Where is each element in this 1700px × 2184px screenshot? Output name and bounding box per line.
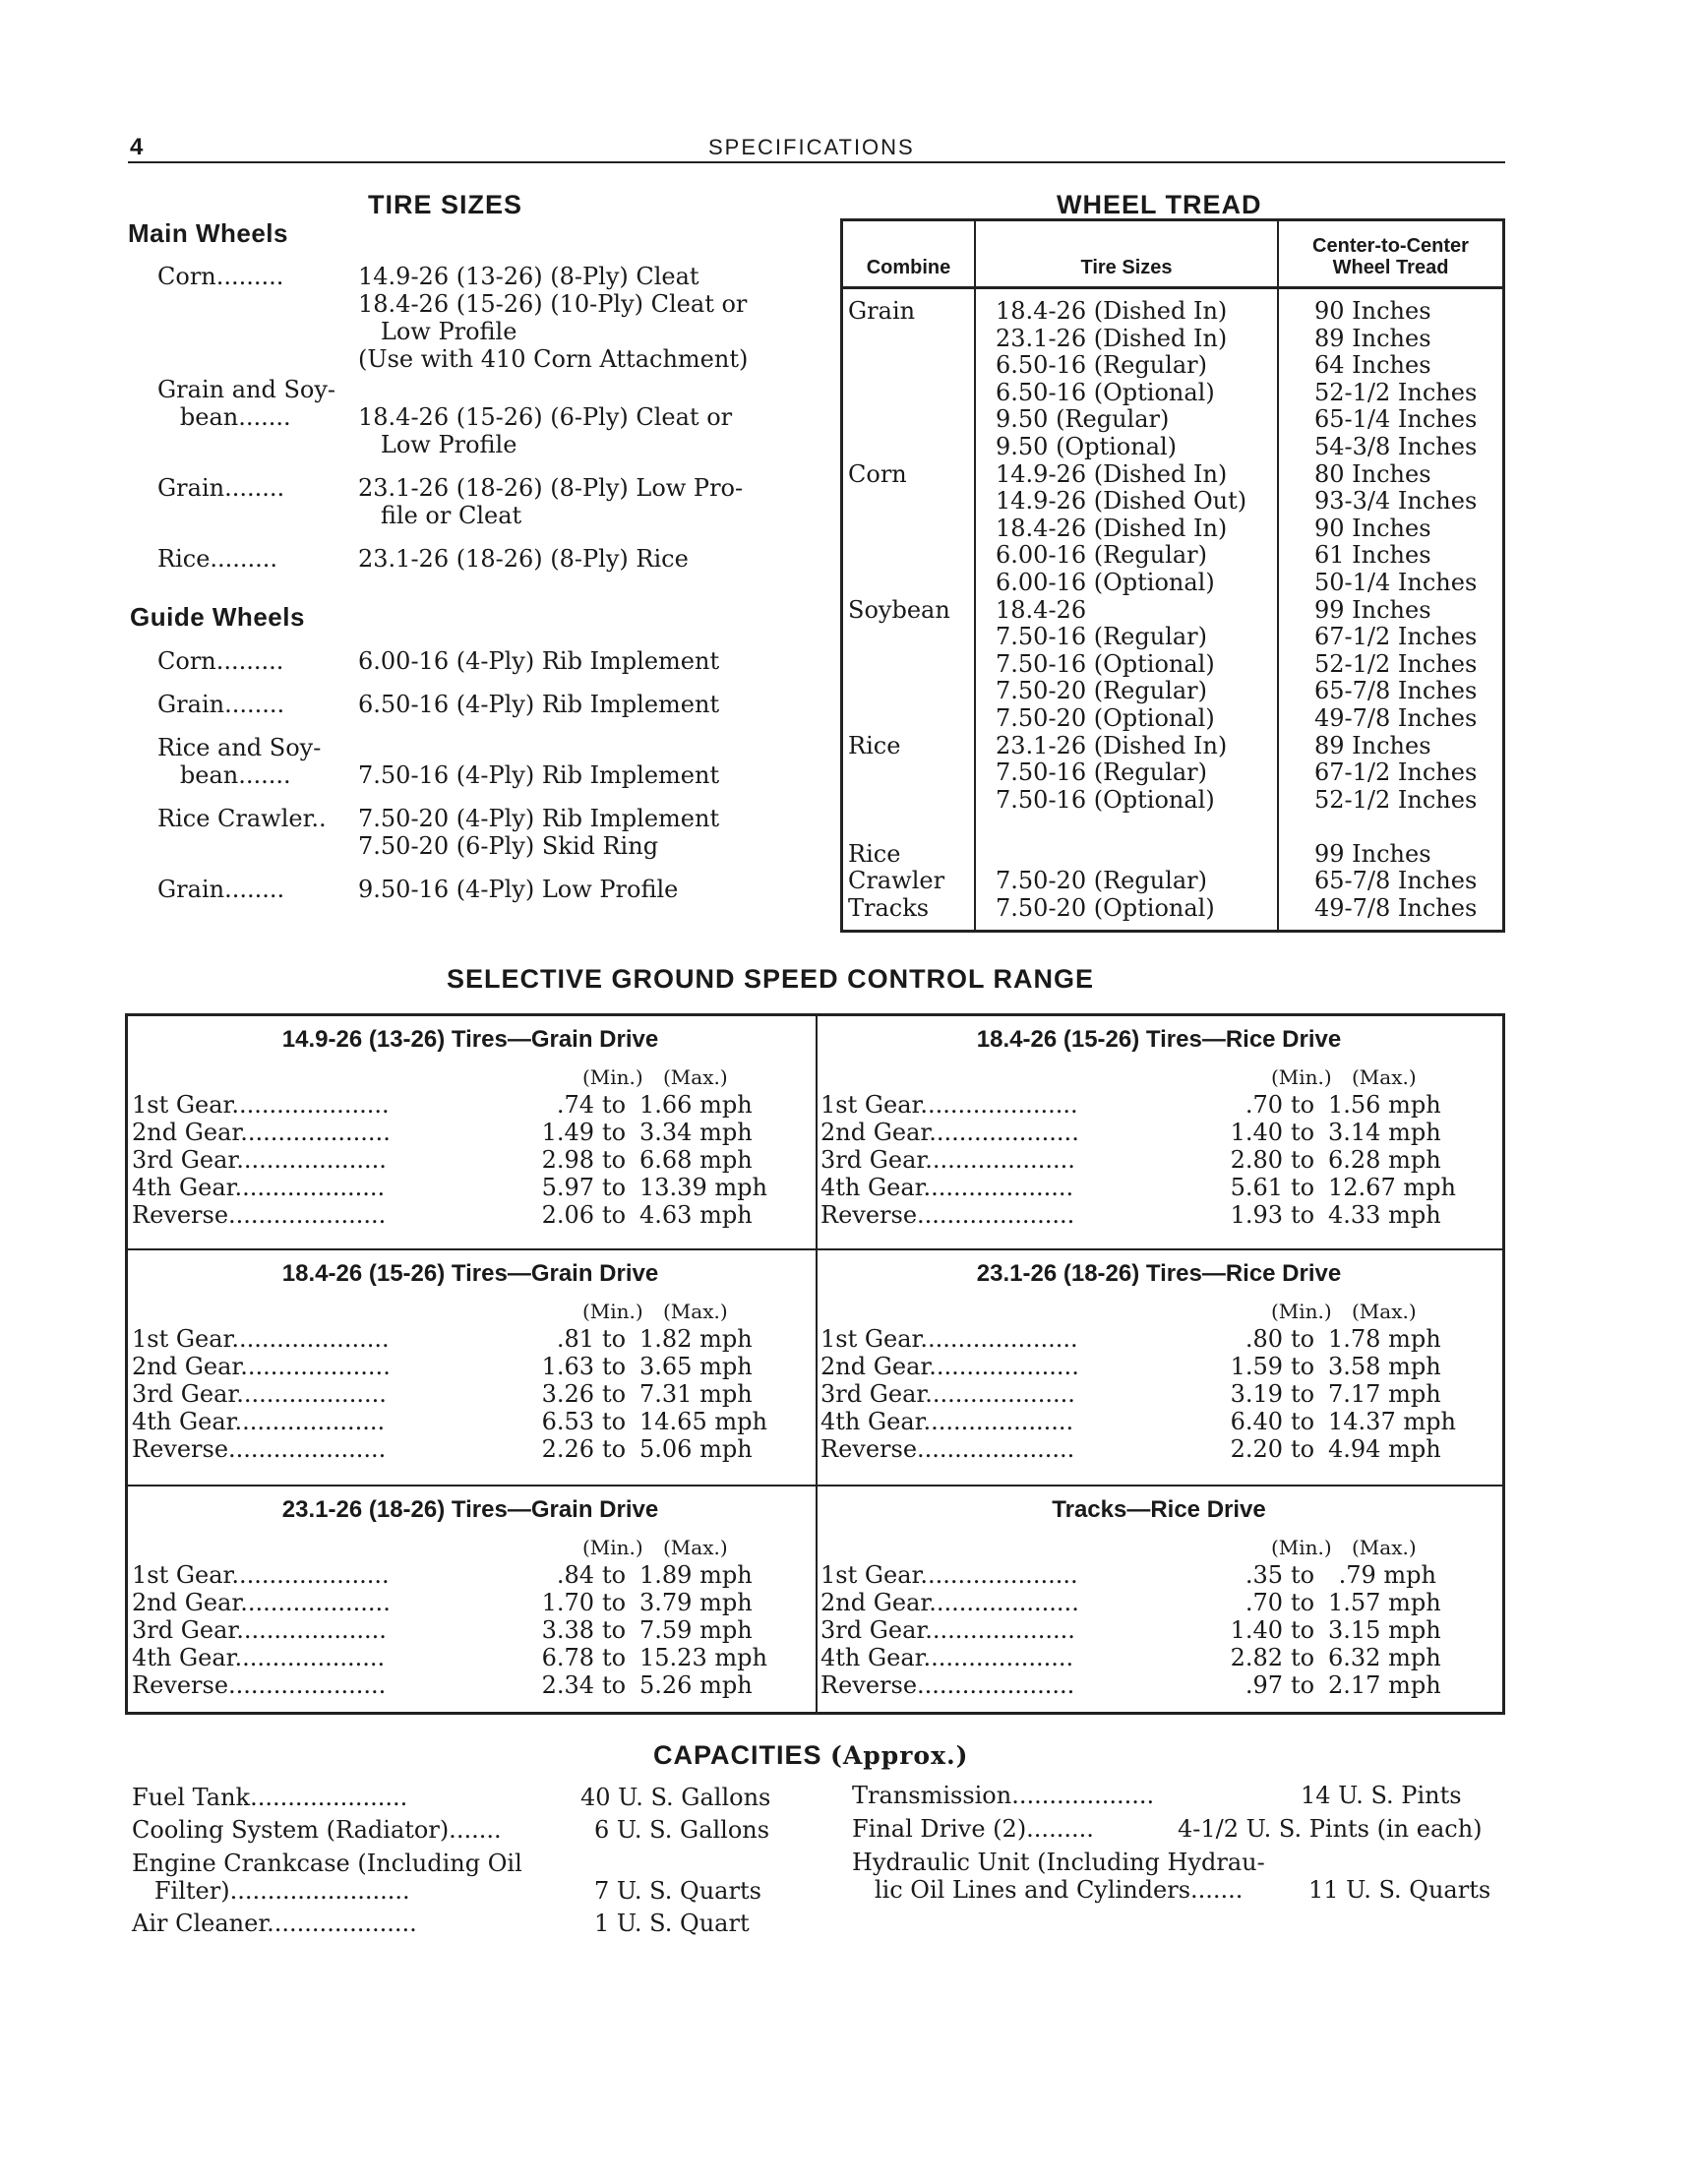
to-word: to	[1291, 1091, 1315, 1119]
gear-label: 2nd Gear....................	[820, 1119, 1079, 1146]
col-header-combine: Combine	[866, 257, 951, 278]
min-speed: 2.98	[541, 1146, 594, 1174]
combine-column: Grain Corn Soybean Rice Rice Crawler Tracks	[848, 297, 950, 923]
to-word: to	[602, 1435, 627, 1463]
min-column-label: (Min.)	[582, 1536, 643, 1559]
guide-rice-crawler-label: Rice Crawler..	[157, 805, 327, 832]
col-header-tire-sizes: Tire Sizes	[1080, 257, 1173, 278]
speed-panel	[817, 1016, 1501, 1248]
max-column-label: (Max.)	[1352, 1300, 1417, 1323]
speed-row	[820, 1119, 1497, 1146]
min-speed: .97	[1245, 1671, 1283, 1699]
speed-row	[132, 1201, 809, 1229]
cap-fuel-tank-label: Fuel Tank.....................	[132, 1784, 408, 1811]
min-speed: 3.19	[1230, 1380, 1283, 1408]
max-speed: 14.65 mph	[639, 1408, 767, 1435]
speed-row	[820, 1201, 1497, 1229]
min-speed: 6.40	[1230, 1408, 1283, 1435]
gear-label: 3rd Gear....................	[820, 1380, 1075, 1408]
min-speed: .70	[1245, 1589, 1283, 1616]
speed-row	[132, 1146, 809, 1174]
cap-cooling-value: 6 U. S. Gallons	[594, 1816, 770, 1844]
gear-label: 1st Gear.....................	[820, 1561, 1078, 1589]
to-word: to	[602, 1589, 627, 1616]
cap-transmission-value: 14 U. S. Pints	[1301, 1782, 1462, 1809]
cap-hydraulic-value: 11 U. S. Quarts	[1308, 1876, 1491, 1904]
max-speed: 7.17 mph	[1328, 1380, 1441, 1408]
speed-row	[820, 1408, 1497, 1435]
speed-row	[132, 1671, 809, 1699]
wheel-tread-title: WHEEL TREAD	[1057, 190, 1262, 219]
guide-rice-crawler-line-2: 7.50-20 (6-Ply) Skid Ring	[358, 832, 659, 860]
max-speed: 5.26 mph	[639, 1671, 753, 1699]
max-column-label: (Max.)	[663, 1300, 728, 1323]
gear-label: 1st Gear.....................	[132, 1561, 390, 1589]
speed-row	[132, 1644, 809, 1671]
guide-corn-label: Corn.........	[157, 647, 284, 675]
main-grain-label: Grain........	[157, 474, 285, 502]
cap-crankcase-label: Engine Crankcase (Including Oil	[132, 1850, 522, 1877]
col-header-tread-1: Center-to-Center	[1312, 235, 1469, 257]
to-word: to	[602, 1671, 627, 1699]
cap-transmission-label: Transmission...................	[852, 1782, 1155, 1809]
max-speed: 6.28 mph	[1328, 1146, 1441, 1174]
gear-label: 1st Gear.....................	[132, 1325, 390, 1353]
gear-label: 2nd Gear....................	[132, 1353, 391, 1380]
max-speed: 1.78 mph	[1328, 1325, 1441, 1353]
speed-row	[820, 1174, 1497, 1201]
min-speed: 3.26	[541, 1380, 594, 1408]
min-speed: .84	[556, 1561, 594, 1589]
to-word: to	[602, 1353, 627, 1380]
header-divider	[843, 286, 1502, 289]
speed-panel	[817, 1486, 1501, 1719]
guide-rice-soybean-label: Rice and Soy-	[157, 734, 322, 761]
main-wheels-heading: Main Wheels	[128, 218, 288, 248]
to-word: to	[602, 1201, 627, 1229]
page-number: 4	[130, 134, 144, 160]
speed-panel	[128, 1250, 813, 1483]
guide-rice-crawler-line-1: 7.50-20 (4-Ply) Rib Implement	[358, 805, 720, 832]
speed-row	[820, 1589, 1497, 1616]
max-speed: 15.23 mph	[639, 1644, 767, 1671]
gear-label: 4th Gear....................	[132, 1174, 386, 1201]
to-word: to	[1291, 1174, 1315, 1201]
speed-panel-title: Tracks—Rice Drive	[1052, 1496, 1266, 1523]
header-rule	[128, 161, 1505, 163]
gear-label: 4th Gear....................	[132, 1644, 386, 1671]
max-speed: 2.17 mph	[1328, 1671, 1441, 1699]
gear-label: 4th Gear....................	[820, 1174, 1074, 1201]
guide-wheels-heading: Guide Wheels	[130, 602, 305, 632]
max-speed: 3.65 mph	[639, 1353, 753, 1380]
min-speed: 6.53	[541, 1408, 594, 1435]
speed-panel-title: 23.1-26 (18-26) Tires—Rice Drive	[976, 1260, 1342, 1287]
min-speed: 1.49	[541, 1119, 594, 1146]
guide-rice-soybean-label-2: bean.......	[157, 761, 291, 789]
cap-hydraulic-label: Hydraulic Unit (Including Hydrau-	[852, 1849, 1265, 1876]
min-speed: 5.61	[1230, 1174, 1283, 1201]
min-speed: 1.40	[1230, 1119, 1283, 1146]
guide-grain-2-line-1: 9.50-16 (4-Ply) Low Profile	[358, 876, 679, 903]
main-rice-label: Rice.........	[157, 545, 278, 573]
to-word: to	[1291, 1146, 1315, 1174]
max-speed: 4.33 mph	[1328, 1201, 1441, 1229]
min-column-label: (Min.)	[1271, 1300, 1332, 1323]
running-head: SPECIFICATIONS	[708, 135, 915, 159]
main-grain-line-2: file or Cleat	[358, 502, 522, 529]
max-speed: 1.56 mph	[1328, 1091, 1441, 1119]
min-speed: 1.40	[1230, 1616, 1283, 1644]
gear-label: 2nd Gear....................	[132, 1589, 391, 1616]
main-corn-line-3: Low Profile	[358, 318, 517, 345]
max-speed: 4.63 mph	[639, 1201, 753, 1229]
to-word: to	[1291, 1325, 1315, 1353]
speed-row	[132, 1616, 809, 1644]
cap-fuel-tank-value: 40 U. S. Gallons	[580, 1784, 771, 1811]
main-rice-line-1: 23.1-26 (18-26) (8-Ply) Rice	[358, 545, 689, 573]
speed-row	[132, 1091, 809, 1119]
speed-panel	[128, 1016, 813, 1248]
max-column-label: (Max.)	[1352, 1065, 1417, 1089]
to-word: to	[602, 1408, 627, 1435]
gear-label: 2nd Gear....................	[132, 1119, 391, 1146]
min-speed: 1.70	[541, 1589, 594, 1616]
cap-crankcase-value: 7 U. S. Quarts	[594, 1877, 761, 1905]
to-word: to	[602, 1146, 627, 1174]
col-header-tread-2: Wheel Tread	[1332, 257, 1449, 278]
to-word: to	[602, 1119, 627, 1146]
max-speed: 12.67 mph	[1328, 1174, 1456, 1201]
speed-row	[820, 1091, 1497, 1119]
main-grain-soybean-line-2: Low Profile	[358, 431, 517, 458]
guide-corn-line-1: 6.00-16 (4-Ply) Rib Implement	[358, 647, 720, 675]
tire-sizes-title: TIRE SIZES	[368, 190, 523, 219]
gear-label: 2nd Gear....................	[820, 1353, 1079, 1380]
speed-row	[820, 1671, 1497, 1699]
speed-row	[132, 1435, 809, 1463]
min-speed: 2.80	[1230, 1146, 1283, 1174]
tire-sizes-column: 18.4-26 (Dished In) 23.1-26 (Dished In) 6.50-16 (Regular) 6.50-16 (Optional) 9.50 (Regular) 9.50 (Optional) 14.9-26 (Dished In) 14.9-26 (Dished Out) 18.4-26 (Dished In) 6.00-16 (Regular) 6.00-16 (Optional) 18.4-26 7.50-16 (Regular) 7.50-16 (Optional) 7.50-20 (Regular) 7.50-20 (Optional) 23.1-26 (Dished In) 7.50-16 (Regular) 7.50-16 (Optional) 7.50-20 (Regular) 7.50-20 (Optional)	[996, 297, 1247, 923]
max-column-label: (Max.)	[1352, 1536, 1417, 1559]
to-word: to	[1291, 1435, 1315, 1463]
max-speed: 14.37 mph	[1328, 1408, 1456, 1435]
speed-row	[820, 1353, 1497, 1380]
min-speed: 2.82	[1230, 1644, 1283, 1671]
speed-row	[132, 1561, 809, 1589]
speed-row	[820, 1435, 1497, 1463]
max-speed: 4.94 mph	[1328, 1435, 1441, 1463]
to-word: to	[1291, 1408, 1315, 1435]
main-grain-soybean-label: Grain and Soy-	[157, 376, 336, 403]
min-speed: .81	[556, 1325, 594, 1353]
min-speed: .80	[1245, 1325, 1283, 1353]
min-speed: 2.26	[541, 1435, 594, 1463]
to-word: to	[1291, 1671, 1315, 1699]
to-word: to	[1291, 1644, 1315, 1671]
cap-final-drive-value: 4-1/2 U. S. Pints (in each)	[1178, 1815, 1483, 1843]
min-column-label: (Min.)	[1271, 1536, 1332, 1559]
col-divider	[1277, 221, 1279, 930]
to-word: to	[602, 1325, 627, 1353]
to-word: to	[1291, 1561, 1315, 1589]
min-speed: .74	[556, 1091, 594, 1119]
capacities-title	[653, 1740, 969, 1771]
guide-rice-soybean-line-1: 7.50-16 (4-Ply) Rib Implement	[358, 761, 720, 789]
main-grain-soybean-label-2: bean.......	[157, 403, 291, 431]
guide-grain-label: Grain........	[157, 691, 285, 718]
gear-label: Reverse.....................	[820, 1435, 1075, 1463]
min-speed: 2.34	[541, 1671, 594, 1699]
max-speed: 1.89 mph	[639, 1561, 753, 1589]
max-speed: 1.57 mph	[1328, 1589, 1441, 1616]
min-speed: 1.93	[1230, 1201, 1283, 1229]
cap-crankcase-label-2: Filter)........................	[132, 1877, 410, 1905]
speed-row	[132, 1174, 809, 1201]
gear-label: 2nd Gear....................	[820, 1589, 1079, 1616]
min-speed: 1.59	[1230, 1353, 1283, 1380]
max-speed: 6.32 mph	[1328, 1644, 1441, 1671]
to-word: to	[1291, 1380, 1315, 1408]
max-speed: 3.79 mph	[639, 1589, 753, 1616]
speed-panel-title: 18.4-26 (15-26) Tires—Rice Drive	[976, 1026, 1342, 1053]
max-speed: 7.31 mph	[639, 1380, 753, 1408]
to-word: to	[602, 1616, 627, 1644]
min-speed: 5.97	[541, 1174, 594, 1201]
min-speed: 2.20	[1230, 1435, 1283, 1463]
max-speed: 6.68 mph	[639, 1146, 753, 1174]
speed-row	[132, 1325, 809, 1353]
max-speed: 1.66 mph	[639, 1091, 753, 1119]
max-speed: 3.34 mph	[639, 1119, 753, 1146]
max-speed: 7.59 mph	[639, 1616, 753, 1644]
wheel-tread-table	[840, 218, 1505, 933]
max-speed: 5.06 mph	[639, 1435, 753, 1463]
min-speed: .35	[1245, 1561, 1283, 1589]
gear-label: 4th Gear....................	[820, 1644, 1074, 1671]
gear-label: 3rd Gear....................	[820, 1146, 1075, 1174]
min-speed: 6.78	[541, 1644, 594, 1671]
gear-label: 3rd Gear....................	[132, 1146, 387, 1174]
gear-label: Reverse.....................	[132, 1435, 387, 1463]
speed-row	[820, 1146, 1497, 1174]
speed-panel-title: 23.1-26 (18-26) Tires—Grain Drive	[281, 1496, 659, 1523]
to-word: to	[602, 1380, 627, 1408]
guide-grain-line-1: 6.50-16 (4-Ply) Rib Implement	[358, 691, 720, 718]
gear-label: 1st Gear.....................	[820, 1091, 1078, 1119]
to-word: to	[1291, 1616, 1315, 1644]
col-divider	[974, 221, 976, 930]
to-word: to	[1291, 1353, 1315, 1380]
max-speed: 3.58 mph	[1328, 1353, 1441, 1380]
to-word: to	[1291, 1201, 1315, 1229]
speed-control-title: SELECTIVE GROUND SPEED CONTROL RANGE	[447, 964, 1095, 994]
speed-panel-title: 18.4-26 (15-26) Tires—Grain Drive	[281, 1260, 659, 1287]
gear-label: 4th Gear....................	[132, 1408, 386, 1435]
speed-row	[820, 1325, 1497, 1353]
speed-row	[820, 1561, 1497, 1589]
cap-air-cleaner-label: Air Cleaner....................	[132, 1910, 417, 1937]
min-column-label: (Min.)	[582, 1065, 643, 1089]
gear-label: 1st Gear.....................	[820, 1325, 1078, 1353]
max-column-label: (Max.)	[663, 1536, 728, 1559]
speed-row	[132, 1380, 809, 1408]
gear-label: 1st Gear.....................	[132, 1091, 390, 1119]
gear-label: 4th Gear....................	[820, 1408, 1074, 1435]
min-speed: .70	[1245, 1091, 1283, 1119]
speed-panel	[817, 1250, 1501, 1483]
speed-row	[820, 1380, 1497, 1408]
capacities-title-main: CAPACITIES	[653, 1740, 822, 1770]
cap-cooling-label: Cooling System (Radiator).......	[132, 1816, 502, 1844]
main-corn-line-1: 14.9-26 (13-26) (8-Ply) Cleat	[358, 263, 699, 290]
speed-row	[132, 1119, 809, 1146]
speed-row	[820, 1616, 1497, 1644]
max-speed: 3.14 mph	[1328, 1119, 1441, 1146]
speed-panel-title: 14.9-26 (13-26) Tires—Grain Drive	[281, 1026, 659, 1053]
max-speed: 1.82 mph	[639, 1325, 753, 1353]
to-word: to	[602, 1644, 627, 1671]
main-corn-line-4: (Use with 410 Corn Attachment)	[358, 345, 749, 373]
gear-label: Reverse.....................	[820, 1671, 1075, 1699]
to-word: to	[1291, 1589, 1315, 1616]
to-word: to	[602, 1561, 627, 1589]
to-word: to	[1291, 1119, 1315, 1146]
main-grain-soybean-line-1: 18.4-26 (15-26) (6-Ply) Cleat or	[358, 403, 733, 431]
speed-row	[132, 1408, 809, 1435]
main-corn-line-2: 18.4-26 (15-26) (10-Ply) Cleat or	[358, 290, 748, 318]
main-corn-label: Corn.........	[157, 263, 284, 290]
min-speed: 1.63	[541, 1353, 594, 1380]
to-word: to	[602, 1091, 627, 1119]
to-word: to	[602, 1174, 627, 1201]
gear-label: Reverse.....................	[132, 1201, 387, 1229]
max-speed: 13.39 mph	[639, 1174, 767, 1201]
cap-air-cleaner-value: 1 U. S. Quart	[594, 1910, 750, 1937]
speed-row	[820, 1644, 1497, 1671]
gear-label: Reverse.....................	[820, 1201, 1075, 1229]
min-speed: 3.38	[541, 1616, 594, 1644]
main-grain-line-1: 23.1-26 (18-26) (8-Ply) Low Pro-	[358, 474, 744, 502]
max-speed: .79 mph	[1338, 1561, 1436, 1589]
tread-column: 90 Inches 89 Inches 64 Inches 52-1/2 Inches 65-1/4 Inches 54-3/8 Inches 80 Inches 93-3/4 Inches 90 Inches 61 Inches 50-1/4 Inches 99 Inches 67-1/2 Inches 52-1/2 Inches 65-7/8 Inches 49-7/8 Inches 89 Inches 67-1/2 Inches 52-1/2 Inches 99 Inches 65-7/8 Inches 49-7/8 Inches	[1314, 297, 1478, 923]
gear-label: 3rd Gear....................	[132, 1380, 387, 1408]
cap-final-drive-label: Final Drive (2).........	[852, 1815, 1094, 1843]
speed-row	[132, 1589, 809, 1616]
min-speed: 2.06	[541, 1201, 594, 1229]
gear-label: Reverse.....................	[132, 1671, 387, 1699]
speed-control-grid	[125, 1013, 1505, 1715]
guide-grain-2-label: Grain........	[157, 876, 285, 903]
speed-panel	[128, 1486, 813, 1719]
max-speed: 3.15 mph	[1328, 1616, 1441, 1644]
speed-row	[132, 1353, 809, 1380]
gear-label: 3rd Gear....................	[820, 1616, 1075, 1644]
max-column-label: (Max.)	[663, 1065, 728, 1089]
gear-label: 3rd Gear....................	[132, 1616, 387, 1644]
min-column-label: (Min.)	[1271, 1065, 1332, 1089]
cap-hydraulic-label-2: lic Oil Lines and Cylinders.......	[852, 1876, 1244, 1904]
capacities-title-approx: (Approx.)	[830, 1741, 969, 1770]
min-column-label: (Min.)	[582, 1300, 643, 1323]
